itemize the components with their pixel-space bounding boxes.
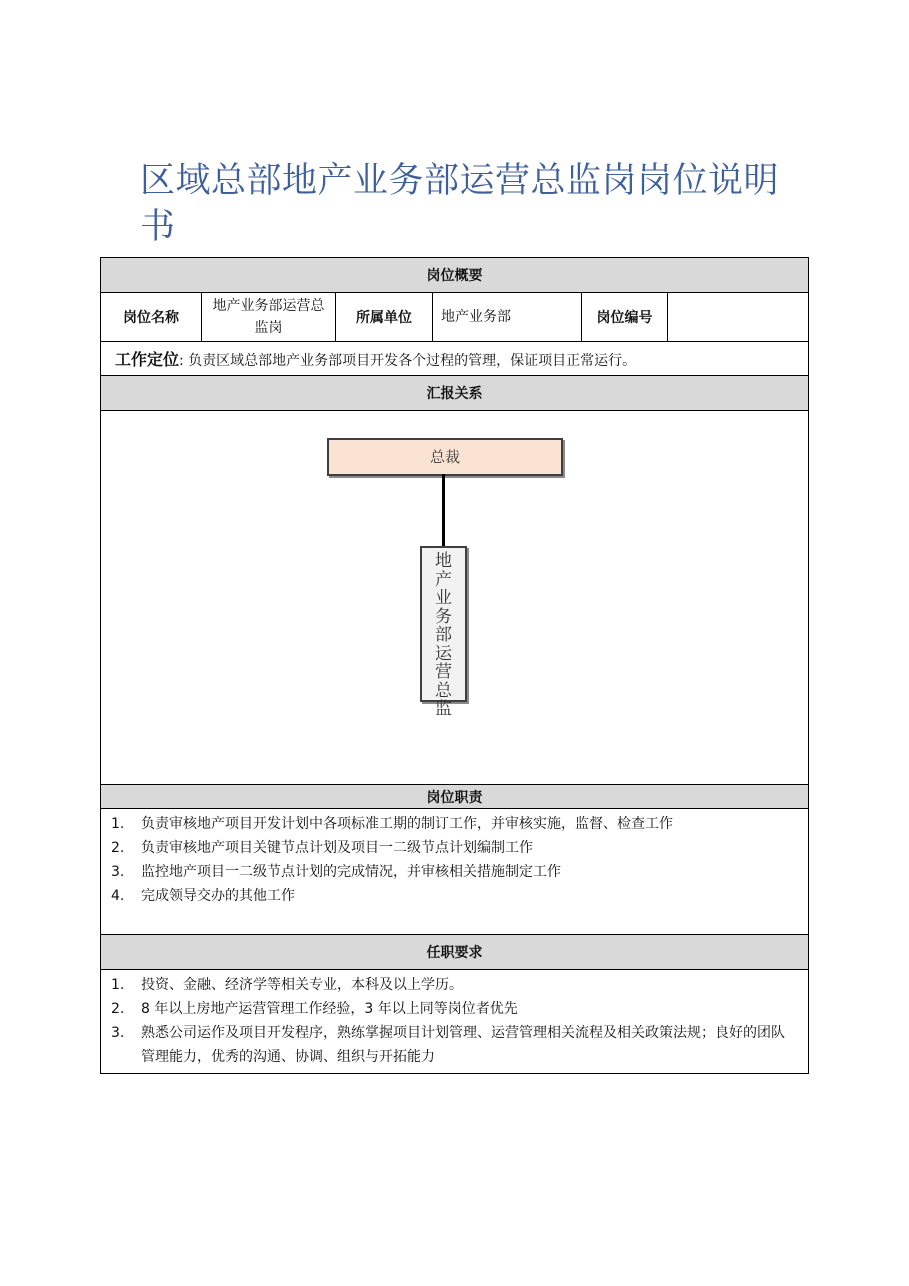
duty-item: 2. 负责审核地产项目关键节点计划及项目一二级节点计划编制工作 [111, 840, 533, 856]
unit-value: 地产业务部 [433, 293, 582, 342]
duties-header: 岗位职责 [101, 785, 809, 809]
work-positioning-text: 负责区域总部地产业务部项目开发各个过程的管理，保证项目正常运行。 [188, 353, 637, 369]
position-code-label: 岗位编号 [582, 293, 668, 342]
requirement-item: 2. 8 年以上房地产运营管理工作经验，3 年以上同等岗位者优先 [111, 1001, 518, 1017]
duties-list [101, 812, 808, 908]
duty-item: 3. 监控地产项目一二级节点计划的完成情况，并审核相关措施制定工作 [111, 864, 561, 880]
position-name-label: 岗位名称 [101, 293, 202, 342]
reporting-header: 汇报关系 [101, 376, 809, 411]
org-node-president: 总裁 [327, 438, 563, 476]
org-chart [101, 411, 809, 785]
work-positioning-separator: : [179, 353, 184, 369]
document-title: 区域总部地产业务部运营总监岗岗位说明书 [140, 161, 780, 247]
duties-list-cell [101, 809, 809, 935]
duty-item: 1. 负责审核地产项目开发计划中各项标准工期的制订工作，并审核实施，监督、检查工作 [111, 816, 673, 832]
requirements-header: 任职要求 [101, 935, 809, 970]
org-node-operations-director [420, 546, 467, 719]
work-positioning-label: 工作定位 [115, 350, 180, 369]
job-description-table [100, 257, 809, 1074]
work-positioning-row [101, 342, 809, 376]
org-node-operations-director-label: 地产业务部运营总监 [435, 551, 452, 719]
requirement-item: 1. 投资、金融、经济学等相关专业，本科及以上学历。 [111, 977, 463, 993]
overview-header: 岗位概要 [101, 258, 809, 293]
position-code-value [668, 293, 809, 342]
requirement-item: 3. 熟悉公司运作及项目开发程序，熟练掌握项目计划管理、运营管理相关流程及相关政策法规；良好的团队管理能力，优秀的沟通、协调、组织与开拓能力 [111, 1025, 785, 1065]
requirements-list-cell [101, 970, 809, 1074]
unit-label: 所属单位 [336, 293, 433, 342]
position-name-value: 地产业务部运营总监岗 [202, 293, 336, 342]
requirements-list [101, 973, 808, 1069]
duty-item: 4. 完成领导交办的其他工作 [111, 888, 295, 904]
org-connector-line [442, 474, 445, 546]
